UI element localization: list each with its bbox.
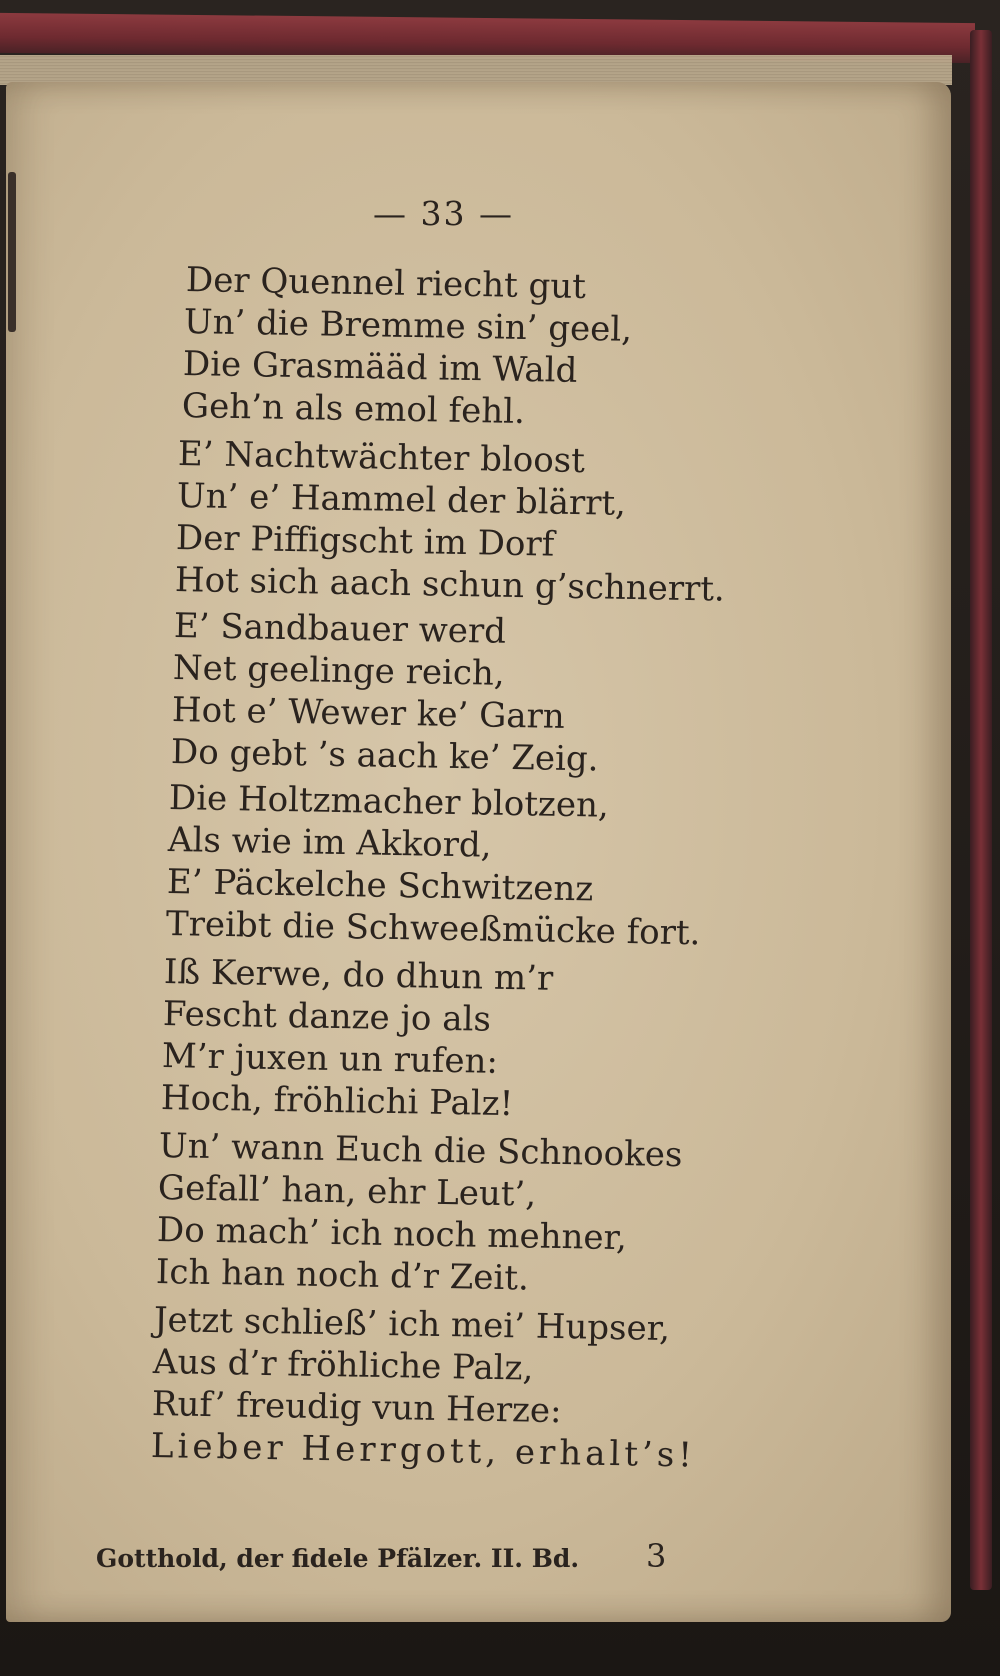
verse-line: E’ Päckelche Schwitzenz (166, 862, 594, 910)
verse-line: Aus d’r fröhliche Palz, (152, 1342, 534, 1389)
verse-line: Der Quennel riecht gut (185, 260, 587, 307)
verse-line: Die Grasmääd im Wald (182, 344, 578, 391)
verse-line: Lieber Herrgott, erhalt’s! (150, 1426, 697, 1476)
page-edges (0, 55, 952, 85)
page-number: — 33 — (373, 194, 514, 233)
verse-line: M’r juxen un rufen: (161, 1036, 499, 1082)
verse-line: Hoch, fröhlichi Palz! (160, 1078, 514, 1125)
verse-line: E’ Sandbauer werd (173, 606, 507, 652)
verse-line: Als wie im Akkord, (167, 820, 492, 866)
verse-line: Iß Kerwe, do dhun m’r (163, 952, 554, 999)
verse-line: Ruf’ freudig vun Herze: (151, 1384, 562, 1432)
verse-line: Hot e’ Wewer ke’ Garn (171, 690, 566, 737)
verse-line: Hot sich aach schun g’schnerrt. (174, 560, 726, 610)
page-text (6, 82, 951, 1622)
verse-line: Der Piffigscht im Dorf (175, 518, 555, 565)
sheet-number: 3 (646, 1537, 667, 1575)
page-footer: Gotthold, der fidele Pfälzer. II. Bd. (96, 1544, 580, 1573)
verse-line: Do gebt ’s aach ke’ Zeig. (170, 732, 599, 780)
verse-line: Jetzt schließ’ ich mei’ Hupser, (153, 1300, 671, 1350)
verse-line: E’ Nachtwächter bloost (177, 434, 586, 482)
verse-line: Treibt die Schweeßmücke fort. (165, 904, 701, 954)
book-cover-spine (970, 30, 992, 1590)
verse-line: Gefall’ han, ehr Leut’, (157, 1168, 537, 1215)
verse-line: Geh’n als emol fehl. (181, 386, 526, 432)
verse-line: Net geelinge reich, (172, 648, 505, 694)
verse-line: Do mach’ ich noch mehner, (156, 1210, 628, 1259)
verse-line: Un’ wann Euch die Schnookes (158, 1126, 683, 1176)
verse-line: Die Holtzmacher blotzen, (168, 778, 610, 826)
verse-line: Fescht danze jo als (162, 994, 492, 1040)
verse-line: Un’ die Bremme sin’ geel, (183, 302, 633, 350)
book-page (6, 82, 951, 1622)
verse-line: Ich han noch d’r Zeit. (155, 1252, 530, 1299)
verse-line: Un’ e’ Hammel der blärrt, (176, 476, 627, 524)
